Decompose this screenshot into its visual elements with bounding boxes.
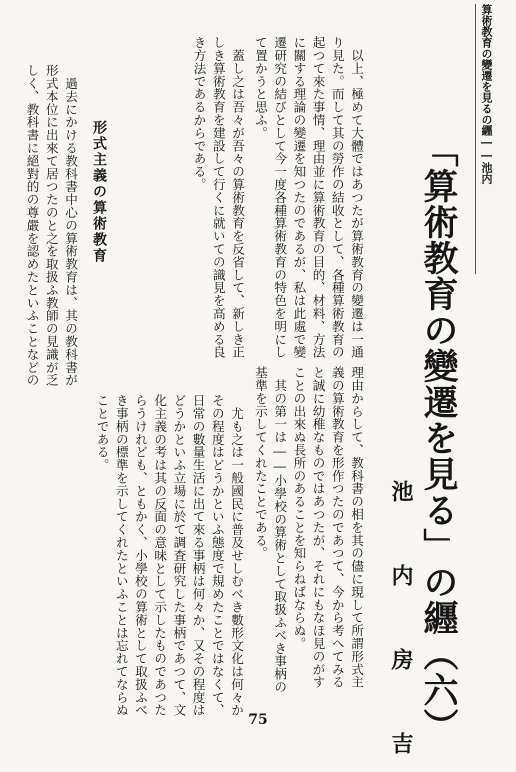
body-paragraph-standards: 尤も之は一般國民に普及せしむべき數形文化は何々か その程度はどうかといふ態度で規めたことではなくて、 日常の數量生活に出て來る事柄は何々か、又その程度は どうかといふ立場に於て調査研究した事柄であつて、文 化主義の考は其の反面の意味として示したものであつた らうけれども、ともかく、小學校の算術として取扱ふべ き事柄の標準を示してくれたといふことは忘れてならぬ ことである。 (94, 394, 244, 717)
running-head: 算術教育の變遷を見るの纒――池内 (475, 4, 496, 274)
author-name: 池 内 房 吉 (388, 480, 414, 772)
body-paragraph-reasons: 理由からして、教科書の相を其の儘に現して所謂形式主 義の算術教育を形作つたのであつて、今から考へてみる と誠に幼稚なものではあつたが、それにもなほ見のがす ことの出來ぬ長所のあることを知らねばならぬ。 其の第一は――小學校の算術として取扱ふべき事柄の 基準を示してくれたことである。 (252, 366, 364, 694)
body-paragraph-intro: 以上、極めて大體ではあつたが算術教育の變遷は一通 り見た。而して其の勞作の結收として、各種算術教育の 起つて來た事情、理由並に算術教育の目的、材料、方法 に關する理論の變遷を知つたのであるが、私は此處で變 遷研究の結びとして今一度各種算術教育の特色を明にし て置かうと思ふ。 (252, 36, 364, 359)
section-heading: 形式主義の算術教育 (91, 120, 107, 264)
article-title: 「算術教育の變遷を見る」の纒（六） (418, 132, 459, 744)
body-paragraph-formalism: 過去にかける教科書中心の算術教育は、其の教科書が 形式本位に出來て居つたのと之を取扱ふ教師の見識が乏 しく、教科書に絕對的の尊嚴を認めたといふことなどの (24, 64, 78, 387)
body-paragraph-reflection: 蓋し之は吾々が吾々の算術教育を反省して、新しき正 しき算術教育を建設して行くに就いての識見を高める良 き方法であるからである。 (191, 36, 245, 359)
page-number: 75 (248, 712, 268, 728)
